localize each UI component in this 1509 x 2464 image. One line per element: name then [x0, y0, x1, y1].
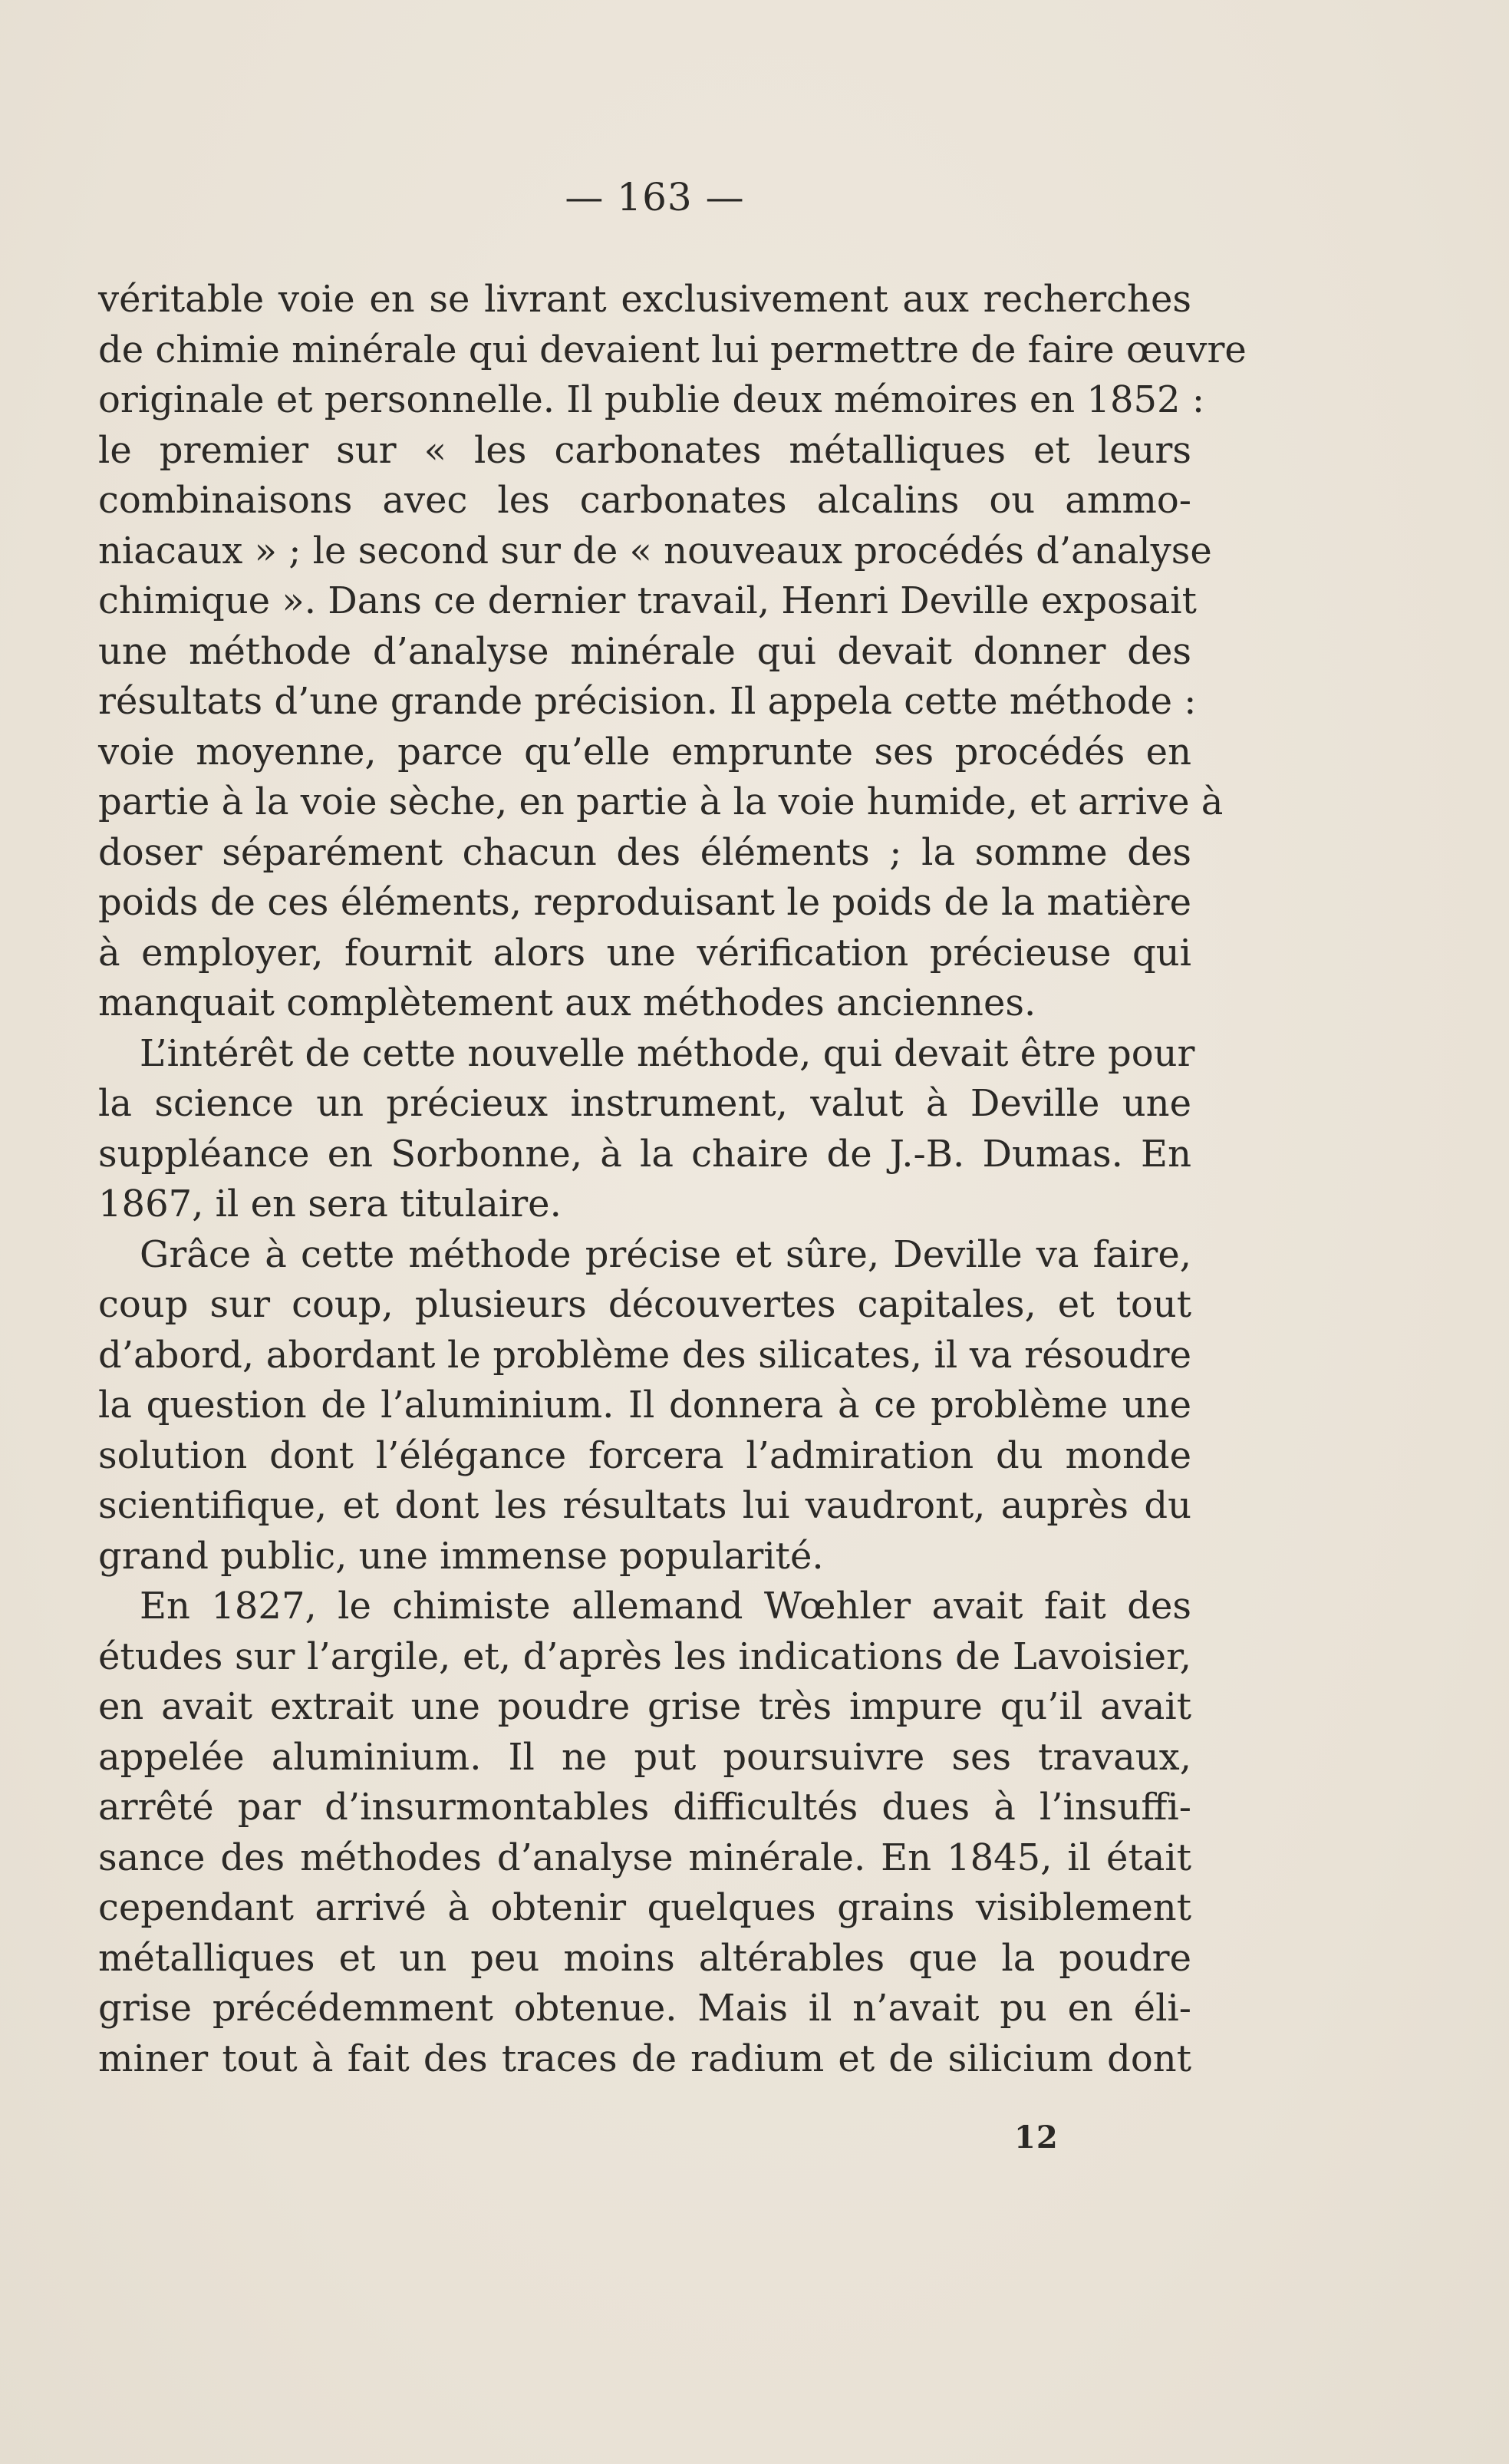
text-line: doser séparément chacun des éléments ; la somme des	[98, 830, 1191, 874]
text-line: solution dont l’élégance forcera l’admiration du monde	[98, 1433, 1191, 1477]
text-line: poids de ces éléments, reproduisant le poids de la matière	[98, 881, 1191, 924]
text-line: le premier sur « les carbonates métalliques et leurs	[98, 428, 1191, 472]
text-line: de chimie minérale qui devaient lui permettre de faire œuvre	[98, 328, 1247, 371]
text-line: métalliques et un peu moins altérables que la poudre	[98, 1936, 1191, 1980]
text-line: grand public, une immense popularité.	[98, 1534, 824, 1578]
text-line: combinaisons avec les carbonates alcalins ou ammo-	[98, 479, 1191, 522]
text-line: sance des méthodes d’analyse minérale. En 1845, il était	[98, 1836, 1191, 1879]
text-line: une méthode d’analyse minérale qui devait donner des	[98, 629, 1191, 673]
text-line: niacaux » ; le second sur de « nouveaux procédés d’analyse	[98, 529, 1212, 572]
text-line: originale et personnelle. Il publie deux mémoires en 1852 :	[98, 378, 1205, 421]
text-line: Grâce à cette méthode précise et sûre, Deville va faire,	[140, 1232, 1191, 1276]
text-line: arrêté par d’insurmontables difficultés dues à l’insuffi-	[98, 1786, 1191, 1829]
text-line: en avait extrait une poudre grise très impure qu’il avait	[98, 1685, 1191, 1728]
text-line: coup sur coup, plusieurs découvertes capitales, et tout	[98, 1283, 1191, 1326]
text-line: études sur l’argile, et, d’après les indications de Lavoisier,	[98, 1634, 1191, 1678]
text-line: à employer, fournit alors une vérification précieuse qui	[98, 931, 1191, 975]
text-line: suppléance en Sorbonne, à la chaire de J.-B. Dumas. En	[98, 1132, 1191, 1176]
text-line: L’intérêt de cette nouvelle méthode, qui devait être pour	[140, 1031, 1195, 1075]
text-line: la science un précieux instrument, valut à Deville une	[98, 1082, 1191, 1125]
text-line: appelée aluminium. Il ne put poursuivre ses travaux,	[98, 1735, 1191, 1779]
body-text	[98, 275, 1247, 2084]
text-line: voie moyenne, parce qu’elle emprunte ses procédés en	[98, 730, 1191, 774]
text-line: partie à la voie sèche, en partie à la voie humide, et arrive à	[98, 780, 1224, 823]
text-line: 1867, il en sera titulaire.	[98, 1183, 562, 1225]
text-line: cependant arrivé à obtenir quelques grains visiblement	[98, 1886, 1191, 1929]
text-line: miner tout à fait des traces de radium et de silicium dont	[98, 2037, 1191, 2080]
text-line: la question de l’aluminium. Il donnera à ce problème une	[98, 1384, 1191, 1427]
text-line: véritable voie en se livrant exclusivement aux recherches	[98, 278, 1191, 321]
text-line: grise précédemment obtenue. Mais il n’avait pu en éli-	[98, 1987, 1191, 2030]
text-line: manquait complètement aux méthodes anciennes.	[98, 981, 1036, 1024]
text-line: d’abord, abordant le problème des silicates, il va résoudre	[98, 1333, 1191, 1377]
text-line: chimique ». Dans ce dernier travail, Henri Deville exposait	[98, 579, 1197, 622]
text-line: résultats d’une grande précision. Il appela cette méthode :	[98, 680, 1197, 723]
text-line: En 1827, le chimiste allemand Wœhler avait fait des	[140, 1585, 1191, 1628]
page-number: — 163 —	[565, 175, 745, 219]
text-line: scientifique, et dont les résultats lui vaudront, auprès du	[98, 1484, 1191, 1527]
signature-mark: 12	[1014, 2119, 1059, 2156]
